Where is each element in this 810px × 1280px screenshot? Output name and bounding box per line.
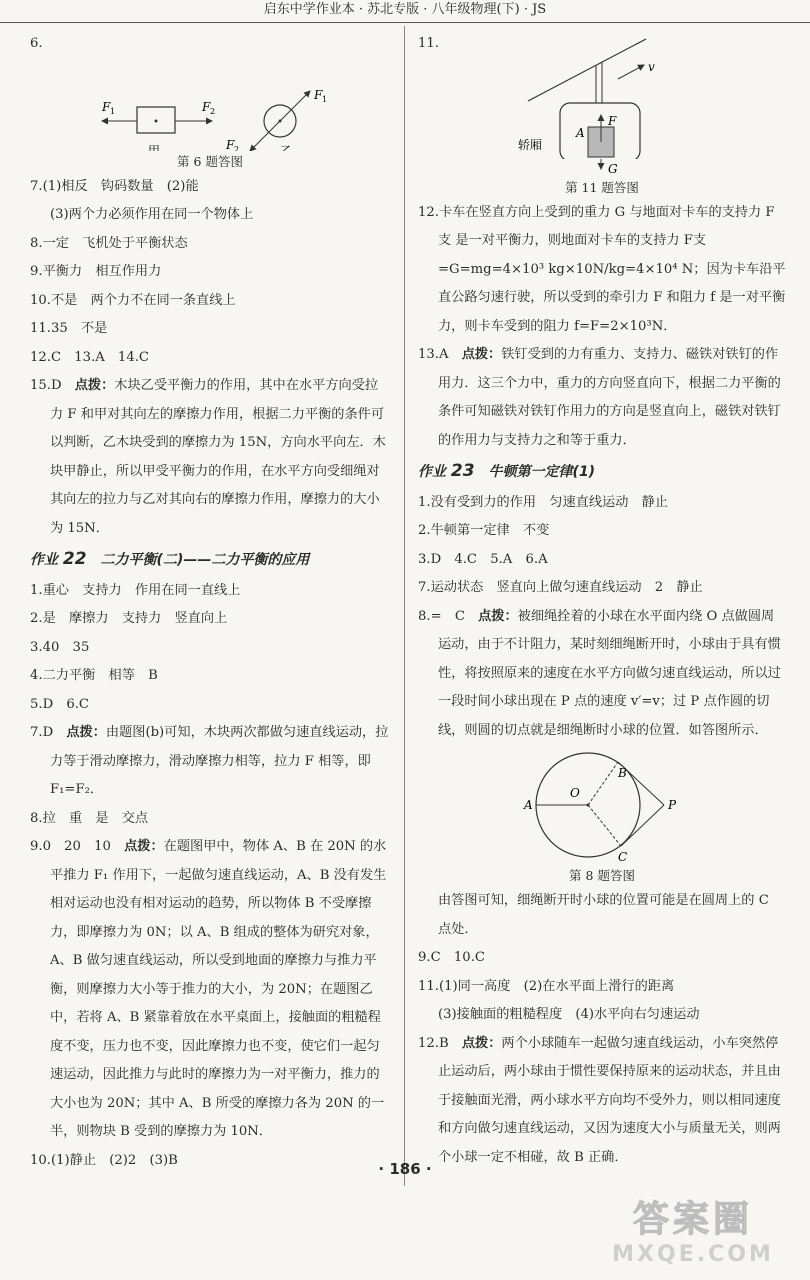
s22-answer-9: 9.0 20 10 点拨：在题图甲中，物体 A、B 在 20N 的水平推力 F₁ 作用下，一起做匀速直线运动，A、B 没有发生相对运动也没有相对运动的趋势，所以物体 B 不受摩擦力，即摩擦力为 0N；以 A、B 组成的整体为研究对象，A、B 做匀速直线运动，所以受到地面的摩擦力与推力平衡，则摩擦力大小等于推力的大小，为 20N；在题图乙中，若将 A、B 紧靠着放在水平桌面上，接触面的粗糙程度不变，压力也不变，因此摩擦力也不变，使它们一起匀速运动，因此推力与此时的摩擦力为一对平衡力，推力的大小也为 20N；其中 A、B 所受的摩擦力各为 20N 的一半，则物块 B 受到的摩擦力为 10N． xyxy=(30,839,387,1139)
answer-9: 9.平衡力 相互作用力 xyxy=(30,264,162,279)
answer-8: 8.一定 飞机处于平衡状态 xyxy=(30,235,188,251)
answer-r12: 12.卡车在竖直方向上受到的重力 G 与地面对卡车的支持力 F支 是一对平衡力，则地面对卡车的支持力 F支=G=mg=4×10³ kg×10N/kg=4×10⁴ N；因为卡车沿平直公路匀速行驶，所以受到的牵引力 F 和阻力 f 是一对平衡力，则卡车受到的阻力 f=F=2×10³N． xyxy=(418,204,786,334)
svg-text:G: G xyxy=(608,161,618,176)
fig6-f1-left: F xyxy=(102,99,111,114)
answer-10: 10.不是 两个力不在同一条直线上 xyxy=(30,292,236,308)
svg-text:F: F xyxy=(226,137,235,151)
s23-answer-12: 12.B 点拨：两个小球随车一起做匀速直线运动，小车突然停止运动后，两小球由于惯性要保持原来的运动状态，并且由于接触面光滑，两小球水平方向均不受外力，则以相同速度和方向做匀速直线运动，又因为速度大小与质量无关，则两个小球一定不相碰，故 B 正确． xyxy=(418,1035,781,1165)
svg-text:A: A xyxy=(576,125,585,140)
s23-answer-3-6: 3.D 4.C 5.A 6.A xyxy=(418,551,548,567)
page-header: 启东中学作业本 · 苏北专版 · 八年级物理(下) · JS xyxy=(0,0,810,23)
s23-answer-1: 1.没有受到力的作用 匀速直线运动 静止 xyxy=(418,494,668,510)
section-22-title: 作业 22 二力平衡(二)——二力平衡的应用 xyxy=(30,549,310,569)
answer-r11: 11. xyxy=(418,36,439,51)
fig6-label-yi: 乙 xyxy=(280,143,293,151)
fig6-label-jia: 甲 xyxy=(148,143,161,151)
s23-answer-8-cont: 由答图可知，细绳断开时小球的位置可能是在圆周上的 C 点处． xyxy=(438,893,769,937)
fig11-v: v xyxy=(648,59,655,74)
figure-6-caption: 第 6 题答图 xyxy=(177,153,243,169)
watermark-cn: 答案圈 xyxy=(632,1199,753,1240)
figure-11 xyxy=(418,31,786,159)
answer-r13: 13.A 点拨：铁钉受到的力有重力、支持力、磁铁对铁钉的作用力．这三个力中，重力的方向竖直向下，根据二力平衡的条件可知磁铁对铁钉作用力的方向是竖直向上，磁铁对铁钉的作用力与支持力之和等于重力． xyxy=(418,347,781,448)
figure-6 xyxy=(30,59,390,151)
s22-answer-8: 8.拉 重 是 交点 xyxy=(30,810,149,826)
s22-answer-3: 3.40 35 xyxy=(30,639,90,655)
fig11-cabin-label: 轿厢 xyxy=(518,137,543,152)
watermark-logo xyxy=(588,1198,798,1274)
right-column xyxy=(418,30,786,1172)
svg-text:2: 2 xyxy=(210,106,216,116)
hint-label: 点拨： xyxy=(74,378,115,393)
s23-answer-11: 11.(1)同一高度 (2)在水平面上滑行的距离 xyxy=(418,978,675,994)
figure-8-caption: 第 8 题答图 xyxy=(569,868,635,883)
column-divider xyxy=(404,26,405,1186)
s22-answer-7: 7.D 点拨：由题图(b)可知，木块两次都做匀速直线运动，拉力等于滑动摩擦力，滑动摩擦力相等，拉力 F 相等，即 F₁=F₂． xyxy=(30,725,389,797)
svg-text:1: 1 xyxy=(322,94,328,104)
watermark-en: MXQE.COM xyxy=(612,1242,774,1267)
svg-text:1: 1 xyxy=(110,106,116,116)
figure-6-diagram xyxy=(30,59,390,151)
svg-text:C: C xyxy=(618,850,628,864)
s22-answer-1: 1.重心 支持力 作用在同一直线上 xyxy=(30,582,241,598)
fig11-cable xyxy=(528,39,646,101)
answer-7-cont: (3)两个力必须作用在同一个物体上 xyxy=(50,207,254,222)
fig6-f2-right: F xyxy=(202,99,211,114)
s23-answer-2: 2.牛顿第一定律 不变 xyxy=(418,523,550,538)
s22-answer-10: 10.(1)静止 (2)2 (3)B xyxy=(30,1152,178,1168)
figure-8 xyxy=(418,745,786,865)
s22-answer-4: 4.二力平衡 相等 B xyxy=(30,668,158,683)
s23-answer-9-10: 9.C 10.C xyxy=(418,950,485,965)
fig11-gravity xyxy=(418,159,786,177)
svg-text:A: A xyxy=(524,798,533,812)
left-column xyxy=(30,30,390,1175)
answer-7: 7.(1)相反 钩码数量 (2)能 xyxy=(30,178,199,194)
figure-11-caption: 第 11 题答图 xyxy=(565,179,639,195)
figure-11-diagram xyxy=(418,31,786,159)
s23-answer-11-cont: (3)接触面的粗糙程度 (4)水平向右匀速运动 xyxy=(438,1007,700,1022)
s23-answer-7: 7.运动状态 竖直向上做匀速直线运动 2 静止 xyxy=(418,580,703,595)
figure-8-diagram xyxy=(418,745,786,865)
answer-12-14: 12.C 13.A 14.C xyxy=(30,349,149,365)
svg-text:B: B xyxy=(618,766,627,780)
answer-11: 11.35 不是 xyxy=(30,321,108,336)
answer-6: 6. xyxy=(30,36,43,51)
s22-answer-2: 2.是 摩擦力 支持力 竖直向上 xyxy=(30,611,228,626)
svg-text:2: 2 xyxy=(234,144,240,151)
section-23-title: 作业 23 牛顿第一定律(1) xyxy=(418,461,596,481)
svg-text:F: F xyxy=(314,87,323,102)
svg-text:P: P xyxy=(668,798,677,812)
page-number: · 186 · xyxy=(378,1160,432,1178)
svg-text:O: O xyxy=(570,786,580,800)
s23-answer-8: 8.= C 点拨：被细绳拴着的小球在水平面内绕 O 点做圆周运动，由于不计阻力，某时刻细绳断开时，小球由于具有惯性，将按照原来的速度在水平方向做匀速直线运动，所以过一段时间小球出现在 P 点的速度 v′=v；过 P 点作圆的切线，则圆的切点就是细绳断时小球的位置．如答图所示． xyxy=(418,608,781,738)
s22-answer-5-6: 5.D 6.C xyxy=(30,696,90,712)
answer-15: 15.D 点拨：木块乙受平衡力的作用，其中在水平方向受拉力 F 和甲对其向左的摩擦力作用，根据二力平衡的条件可以判断，乙木块受到的摩擦力为 15N，方向水平向左．木块甲静止，所以甲受平衡力的作用，在水平方向受细绳对其向左的拉力与乙对其向右的摩擦力作用，摩擦力的大小为 15N． xyxy=(30,378,386,536)
svg-text:F: F xyxy=(608,113,617,128)
